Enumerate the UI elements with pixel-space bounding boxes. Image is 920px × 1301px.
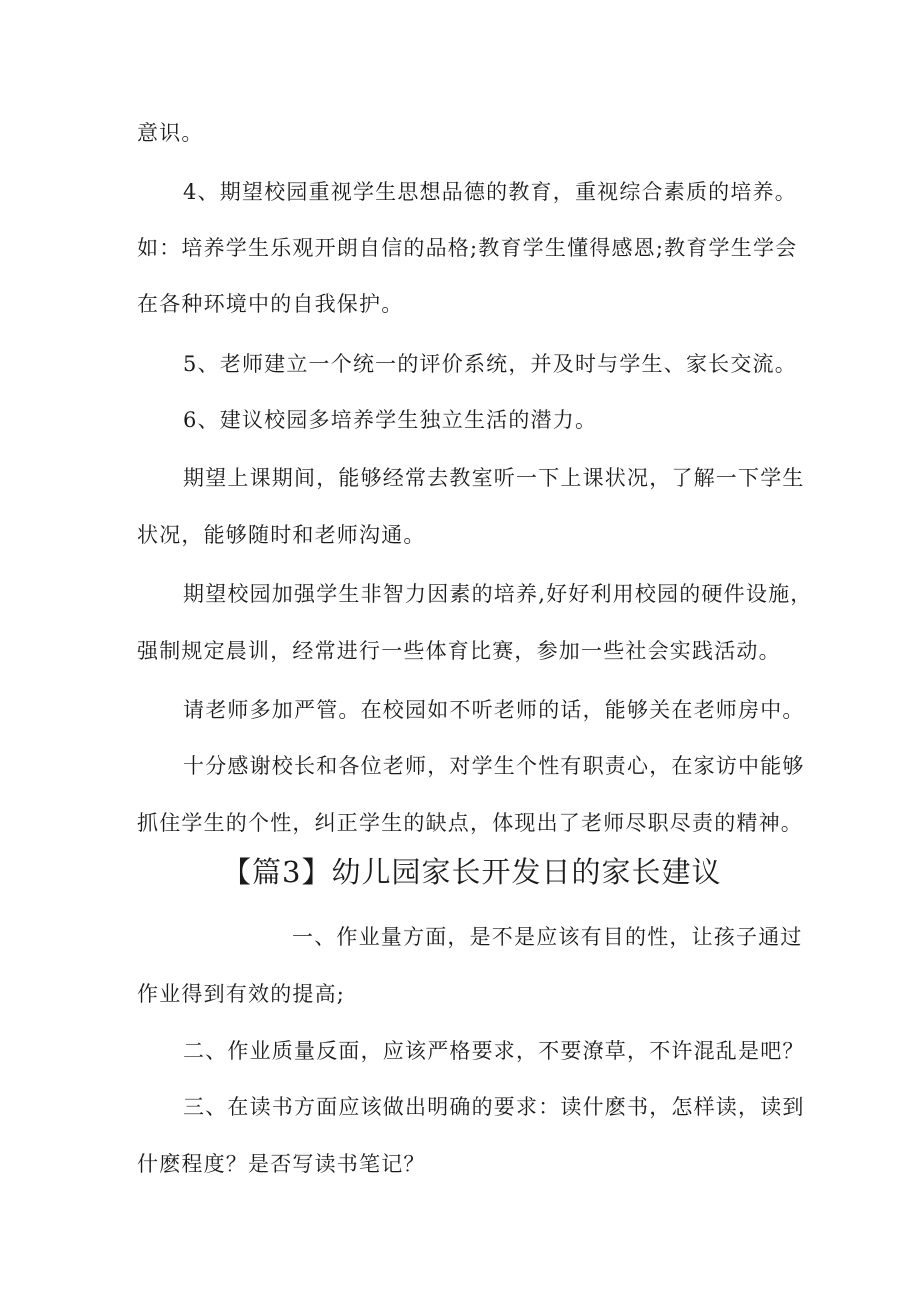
paragraph-line: 5、老师建立一个统一的评价系统，并及时与学生、家长交流。: [183, 352, 797, 376]
paragraph-line: 如：培养学生乐观开朗自信的品格;教育学生懂得感恩;教育学生学会: [137, 236, 798, 260]
paragraph-line: 期望校园加强学生非智力因素的培养,好好利用校园的硬件设施，: [183, 582, 813, 606]
paragraph-line: 一、作业量方面，是不是应该有目的性，让孩子通过: [292, 925, 803, 949]
paragraph-line: 意识。: [137, 121, 204, 145]
paragraph-line: 二、作业质量反面，应该严格要求，不要潦草，不许混乱是吧？: [183, 1039, 805, 1063]
paragraph-line: 十分感谢校长和各位老师，对学生个性有职责心，在家访中能够: [183, 754, 805, 778]
paragraph-line: 状况，能够随时和老师沟通。: [137, 523, 426, 547]
paragraph-line: 请老师多加严管。在校园如不听老师的话，能够关在老师房中。: [183, 698, 805, 722]
paragraph-line: 作业得到有效的提高;: [137, 982, 346, 1006]
paragraph-line: 在各种环境中的自我保护。: [137, 292, 404, 316]
section-heading: 【篇3】幼儿园家长开发日的家长建议: [222, 855, 722, 889]
paragraph-line: 6、建议校园多培养学生独立生活的潜力。: [183, 408, 598, 432]
paragraph-line: 期望上课期间，能够经常去教室听一下上课状况，了解一下学生: [183, 466, 805, 490]
paragraph-line: 抓住学生的个性，纠正学生的缺点，体现出了老师尽职尽责的精神。: [137, 811, 803, 835]
paragraph-line: 强制规定晨训，经常进行一些体育比赛，参加一些社会实践活动。: [137, 639, 781, 663]
paragraph-line: 三、在读书方面应该做出明确的要求：读什麽书，怎样读，读到: [183, 1095, 805, 1119]
paragraph-line: 什麽程度？是否写读书笔记？: [137, 1152, 426, 1176]
paragraph-line: 4、期望校园重视学生思想品德的教育，重视综合素质的培养。: [183, 180, 797, 204]
